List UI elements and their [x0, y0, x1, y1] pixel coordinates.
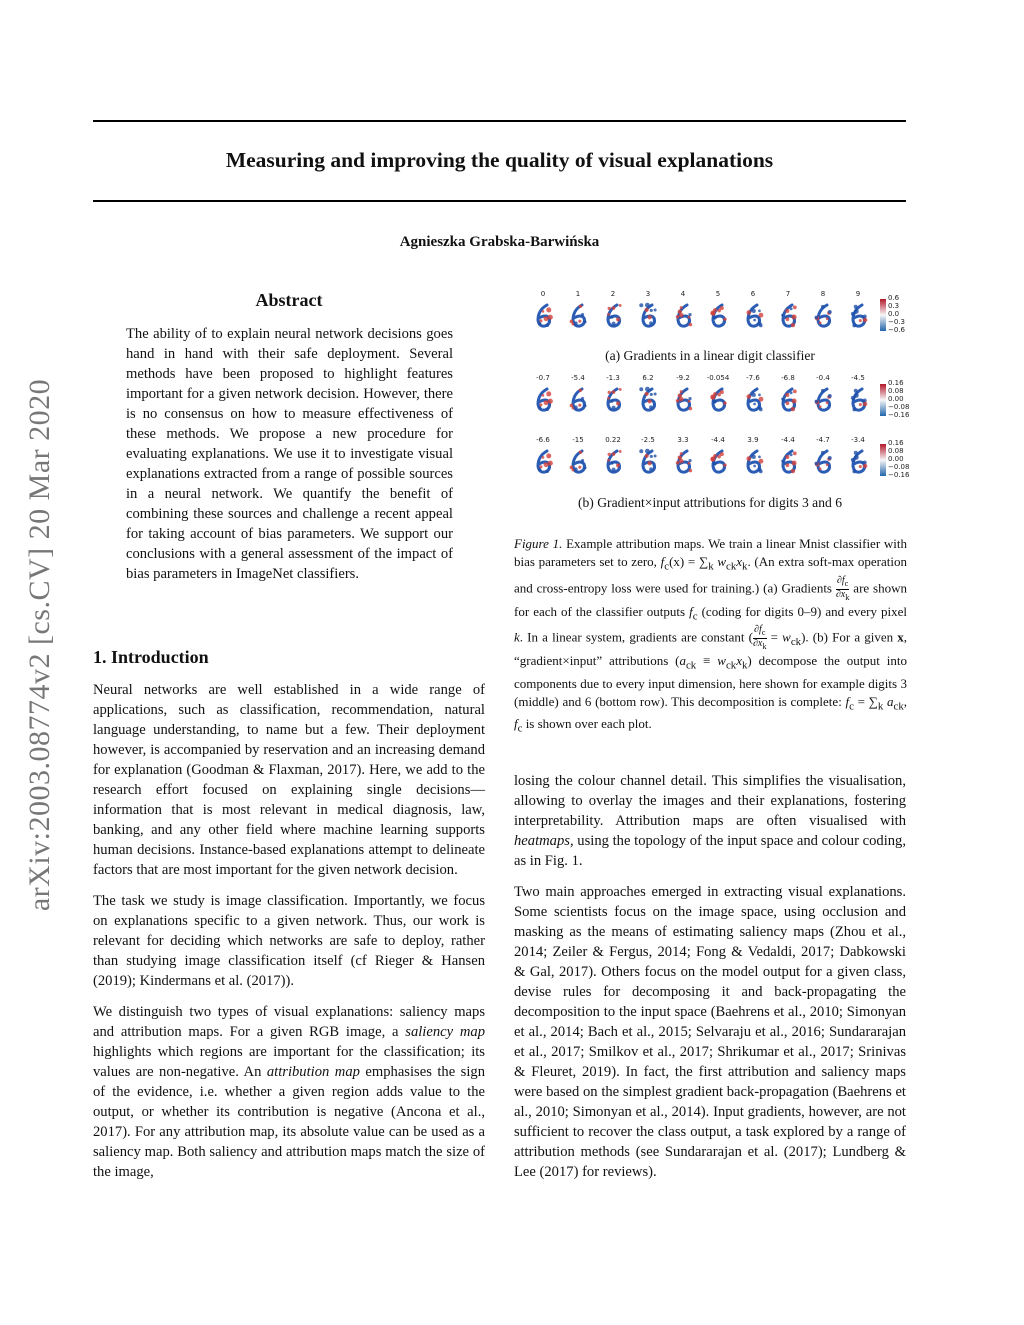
- row_a-label: 6: [750, 290, 756, 298]
- row_b6-label: -4.7: [816, 436, 830, 444]
- row_b3-label: -0.4: [816, 374, 830, 382]
- row_b6-heatmap-tile: [528, 446, 559, 482]
- row_a-label: 3: [645, 290, 651, 298]
- row_b3-heatmap-tile: [738, 384, 769, 420]
- abstract-text: The ability of to explain neural network decisions goes hand in hand with their safe deployment. Several methods have been proposed to highlight features important for a given network decision. However, there is no consensus on how to measure effectiveness of these methods. We propose a new procedure for evaluating explanations. We use it to investigate visual explanations extracted from a range of possible sources in a neural network. We quantify the benefit of combining these sources and challenge a recent appeal for taking account of bias parameters. We support our conclusions with a general assessment of the impact of bias parameters in ImageNet classifiers.: [126, 326, 453, 582]
- row_a-heatmap-tile: [633, 300, 664, 336]
- row_b3-colorbar-tick: 0.00: [888, 395, 904, 403]
- row_b3-label: -0.054: [706, 374, 730, 382]
- left-column: [93, 680, 485, 1193]
- row_b3-heatmap-tile: [633, 384, 664, 420]
- row_a-colorbar-tick: 0.3: [888, 302, 900, 310]
- term-heatmaps: heatmaps: [514, 833, 570, 849]
- row_a-heatmap-tile: [843, 300, 874, 336]
- intro-paragraph-1: Neural networks are well established in a wide range of applications, such as classification, recommendation, natural language understanding, to name but a few. Their deployment however, is accompanied by reservation and an increasing demand for explanation (Goodman & Flaxman, 2017). Here, we add to the research effort focused on explaining single decisions—information that is most relevant in medical diagnosis, law, banking, and any other field where machine learning supports human decisions. Instance-based explanations attempt to delineate factors that are most important for the given network decision.: [93, 682, 485, 878]
- intro-paragraph-2: The task we study is image classification. Importantly, we focus on explanations specific to a given network. Thus, our work is relevant for deciding which networks are safe to deploy, rather than studying image classification itself (cf Rieger & Hansen (2019); Kindermans et al. (2017)).: [93, 893, 485, 989]
- row_a-colorbar-tick: −0.3: [888, 318, 905, 326]
- row_b3-label: -9.2: [676, 374, 690, 382]
- subcaption-a: (a) Gradients in a linear digit classifier: [605, 348, 815, 363]
- term-attribution-map: attribution map: [266, 1064, 360, 1080]
- row_b6-label: 3.9: [747, 436, 759, 444]
- figure-1-caption: Figure 1. Example attribution maps. We train a linear Mnist classifier with bias parameters set to zero, $f_c(x) = \sum_k$ $w_{ck}x_k$. (An extra soft-max operation and cross-entropy loss were used for training.) (a) Gradients $\frac{\partial f_c}{\partial x_k}$ are shown for each of the classifier outputs $f_c$ (coding for digits 0–9) and every pixel k. In a linear system, gradients are constant ( $\frac{\partial f_c}{\partial x_k}$ = $w_{ck}$). (b) For a given x, “gradient×input” attributions $(a_{ck} \equiv w_{ck}x_k)$ decompose the output into components due to every input dimension, here shown for example digits 3 (middle) and 6 (bottom row). This decomposition is complete: $f_c = \sum_k$ $a_{ck}$, $f_c$ is shown over each plot.: [514, 536, 908, 735]
- row_b6-label: -6.6: [536, 436, 550, 444]
- introduction-heading: 1. Introduction: [93, 647, 209, 667]
- row_b3-label: -1.3: [606, 374, 620, 382]
- row_a-colorbar-tick: −0.6: [888, 326, 905, 334]
- row_b6-colorbar-tick: 0.08: [888, 447, 904, 455]
- row_a-label: 2: [610, 290, 616, 298]
- row_b6-label: 3.3: [677, 436, 689, 444]
- author-name: Agnieszka Grabska-Barwińska: [399, 234, 600, 250]
- title-bottom-rule: [93, 200, 906, 202]
- arxiv-identifier: arXiv:2003.08774v2 [cs.CV] 20 Mar 2020: [23, 378, 56, 912]
- row_b6-heatmap-tile: [668, 446, 699, 482]
- row_a-heatmap-tile: [563, 300, 594, 336]
- row_a-colorbar-tick: 0.0: [888, 310, 900, 318]
- right-column: [514, 771, 906, 1193]
- row_b3-heatmap-tile: [668, 384, 699, 420]
- row_b3-label: 6.2: [642, 374, 654, 382]
- arxiv-sidebar: [18, 350, 62, 940]
- row_b3-colorbar-tick: 0.08: [888, 387, 904, 395]
- abstract-heading: Abstract: [255, 290, 323, 310]
- row_b3-heatmap-tile: [703, 384, 734, 420]
- row_a-label: 5: [715, 290, 721, 298]
- row_b6-heatmap-tile: [843, 446, 874, 482]
- row_b6-colorbar-tick: 0.00: [888, 455, 904, 463]
- row_b3-colorbar: [880, 384, 886, 416]
- row_b3-colorbar-tick: 0.16: [888, 379, 904, 387]
- row_b3-heatmap-tile: [773, 384, 804, 420]
- row_a-label: 9: [855, 290, 861, 298]
- row_b3-label: -0.7: [536, 374, 550, 382]
- row_b3-label: -4.5: [851, 374, 865, 382]
- row_a-heatmap-tile: [738, 300, 769, 336]
- row_b6-heatmap-tile: [808, 446, 839, 482]
- subcaption-b: (b) Gradient×input attributions for digits 3 and 6: [577, 495, 843, 510]
- row_b6-heatmap-tile: [773, 446, 804, 482]
- intro-paragraph-3: We distinguish two types of visual explanations: saliency maps and attribution maps. For a given RGB image, a saliency map highlights which regions are important for the classification; its values are non-negative. An attribution map emphasises the sign of the evidence, i.e. whether a given region adds value to the output, or whether its contribution is negative (Ancona et al., 2017). For any attribution map, its absolute value can be used as a saliency map. Both saliency and attribution maps match the size of the image,: [93, 1004, 485, 1180]
- row_b3-heatmap-tile: [808, 384, 839, 420]
- row_a-label: 8: [820, 290, 826, 298]
- row_b6-heatmap-tile: [563, 446, 594, 482]
- row_b6-label: 0.22: [605, 436, 621, 444]
- row_b6-label: -15: [572, 436, 584, 444]
- row_b6-heatmap-tile: [598, 446, 629, 482]
- paper-title: Measuring and improving the quality of visual explanations: [225, 148, 774, 172]
- row_a-heatmap-tile: [703, 300, 734, 336]
- row_a-heatmap-tile: [773, 300, 804, 336]
- row_b6-colorbar-tick: −0.16: [888, 471, 910, 479]
- row_b3-colorbar-tick: −0.08: [888, 403, 910, 411]
- row_b3-heatmap-tile: [598, 384, 629, 420]
- row_a-colorbar: [880, 299, 886, 331]
- row_b6-colorbar: [880, 444, 886, 476]
- right-paragraph-1: losing the colour channel detail. This simplifies the visualisation, allowing to overlay the images and their explanations, fostering interpretability. Attribution maps are often visualised with heatmaps, using the topology of the input space and colour coding, as in Fig. 1.: [514, 773, 906, 869]
- row_b3-heatmap-tile: [528, 384, 559, 420]
- row_b3-label: -7.6: [746, 374, 760, 382]
- row_b6-colorbar-tick: −0.08: [888, 463, 910, 471]
- term-saliency-map: saliency map: [405, 1024, 485, 1040]
- row_b3-colorbar-tick: −0.16: [888, 411, 910, 419]
- row_a-heatmap-tile: [668, 300, 699, 336]
- row_b6-label: -4.4: [781, 436, 795, 444]
- row_a-label: 1: [575, 290, 581, 298]
- row_a-label: 0: [540, 290, 546, 298]
- row_a-heatmap-tile: [598, 300, 629, 336]
- row_b6-label: -3.4: [851, 436, 865, 444]
- row_b3-heatmap-tile: [563, 384, 594, 420]
- row_b6-heatmap-tile: [738, 446, 769, 482]
- row_b3-label: -6.8: [781, 374, 795, 382]
- row_b6-label: -2.5: [641, 436, 655, 444]
- caption-label: Figure 1.: [514, 536, 563, 551]
- row_b6-colorbar-tick: 0.16: [888, 439, 904, 447]
- row_b3-heatmap-tile: [843, 384, 874, 420]
- top-rule: [93, 120, 906, 122]
- row_a-heatmap-tile: [528, 300, 559, 336]
- row_b6-heatmap-tile: [633, 446, 664, 482]
- row_a-label: 4: [680, 290, 686, 298]
- row_b6-label: -4.4: [711, 436, 725, 444]
- row_a-label: 7: [785, 290, 791, 298]
- right-paragraph-2: Two main approaches emerged in extracting visual explanations. Some scientists focus on the image space, using occlusion and masking as the means of estimating saliency maps (Zhou et al., 2014; Zeiler & Fergus, 2014; Fong & Vedaldi, 2017; Dabkowski & Gal, 2017). Others focus on the model output for a given class, devise rules for decomposing it and back-propagating the decomposition to the input space (Baehrens et al., 2010; Simonyan et al., 2014; Bach et al., 2015; Selvaraju et al., 2016; Sundararajan et al., 2017; Smilkov et al., 2017; Shrikumar et al., 2017; Srinivas & Fleuret, 2019). In fact, the first attribution and saliency maps were based on the simplest gradient back-propagation (Baehrens et al., 2010; Simonyan et al., 2014). Input gradients, however, are not sufficient to recover the class output, a task explored by a range of attribution methods (see Sundararajan et al. (2017); Lundberg & Lee (2017) for reviews).: [514, 884, 906, 1180]
- row_a-heatmap-tile: [808, 300, 839, 336]
- row_b3-label: -5.4: [571, 374, 585, 382]
- row_b6-heatmap-tile: [703, 446, 734, 482]
- row_a-colorbar-tick: 0.6: [888, 294, 900, 302]
